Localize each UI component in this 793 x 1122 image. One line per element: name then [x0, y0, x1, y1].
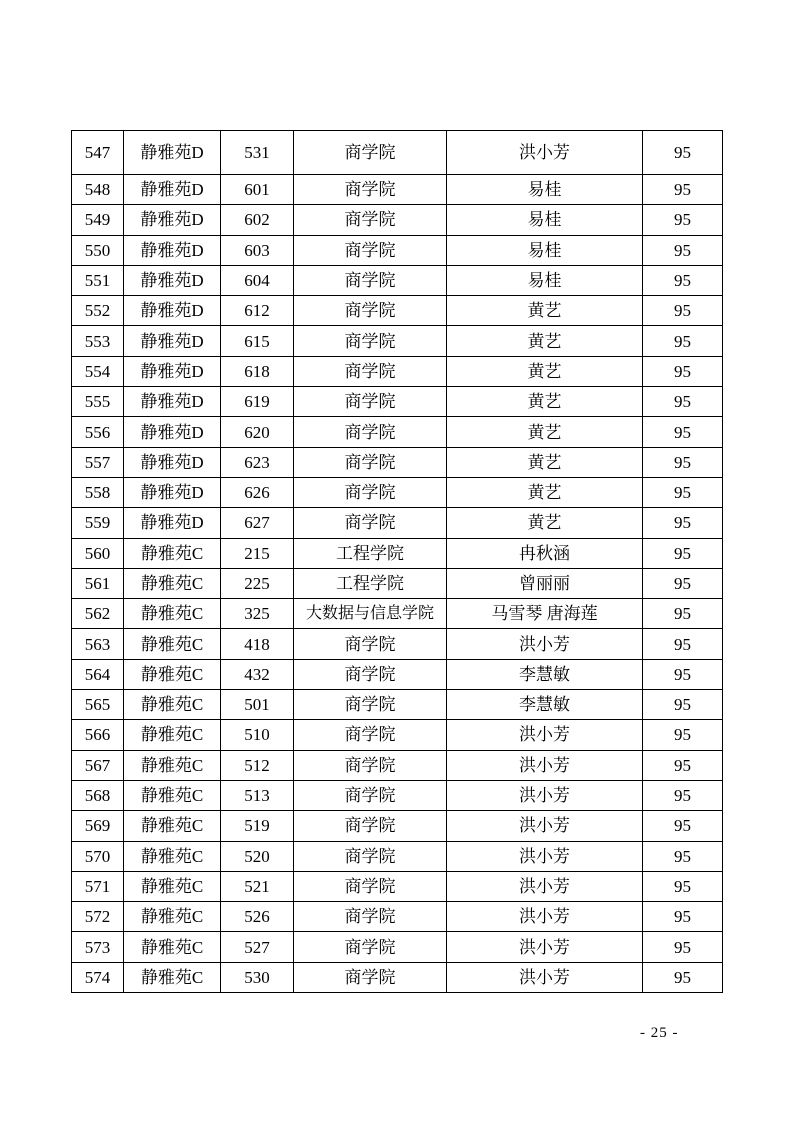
building-cell: 静雅苑D	[124, 205, 221, 235]
building-cell: 静雅苑D	[124, 131, 221, 175]
building-cell: 静雅苑C	[124, 720, 221, 750]
counselor-cell: 易桂	[447, 265, 643, 295]
room-cell: 418	[221, 629, 294, 659]
counselor-cell: 黄艺	[447, 417, 643, 447]
building-cell: 静雅苑D	[124, 356, 221, 386]
building-cell: 静雅苑D	[124, 296, 221, 326]
college-cell: 商学院	[294, 659, 447, 689]
table-row	[72, 356, 723, 386]
score-cell: 95	[643, 811, 723, 841]
table-row	[72, 962, 723, 992]
counselor-cell: 洪小芳	[447, 811, 643, 841]
building-cell: 静雅苑D	[124, 235, 221, 265]
score-cell: 95	[643, 659, 723, 689]
counselor-cell: 冉秋涵	[447, 538, 643, 568]
college-cell: 商学院	[294, 417, 447, 447]
college-cell: 工程学院	[294, 538, 447, 568]
room-cell: 526	[221, 902, 294, 932]
counselor-cell: 黄艺	[447, 447, 643, 477]
room-cell: 225	[221, 568, 294, 598]
building-cell: 静雅苑C	[124, 932, 221, 962]
room-cell: 618	[221, 356, 294, 386]
table-row	[72, 841, 723, 871]
room-cell: 612	[221, 296, 294, 326]
counselor-cell: 李慧敏	[447, 690, 643, 720]
building-cell: 静雅苑C	[124, 780, 221, 810]
room-cell: 432	[221, 659, 294, 689]
college-cell: 商学院	[294, 265, 447, 295]
table-row	[72, 599, 723, 629]
building-cell: 静雅苑C	[124, 841, 221, 871]
row-number-cell: 547	[72, 131, 124, 175]
room-cell: 325	[221, 599, 294, 629]
row-number-cell: 565	[72, 690, 124, 720]
score-cell: 95	[643, 265, 723, 295]
college-cell: 商学院	[294, 629, 447, 659]
room-cell: 627	[221, 508, 294, 538]
score-cell: 95	[643, 902, 723, 932]
college-cell: 商学院	[294, 387, 447, 417]
counselor-cell: 黄艺	[447, 387, 643, 417]
building-cell: 静雅苑D	[124, 265, 221, 295]
table-row	[72, 780, 723, 810]
college-cell: 商学院	[294, 205, 447, 235]
building-cell: 静雅苑C	[124, 599, 221, 629]
score-cell: 95	[643, 205, 723, 235]
row-number-cell: 564	[72, 659, 124, 689]
table-row	[72, 447, 723, 477]
counselor-cell: 洪小芳	[447, 131, 643, 175]
college-cell: 工程学院	[294, 568, 447, 598]
college-cell: 商学院	[294, 750, 447, 780]
building-cell: 静雅苑D	[124, 326, 221, 356]
score-cell: 95	[643, 296, 723, 326]
college-cell: 商学院	[294, 326, 447, 356]
room-cell: 615	[221, 326, 294, 356]
building-cell: 静雅苑C	[124, 568, 221, 598]
room-cell: 601	[221, 175, 294, 205]
counselor-cell: 马雪琴 唐海莲	[447, 599, 643, 629]
building-cell: 静雅苑D	[124, 417, 221, 447]
table-row	[72, 568, 723, 598]
row-number-cell: 559	[72, 508, 124, 538]
counselor-cell: 洪小芳	[447, 629, 643, 659]
building-cell: 静雅苑C	[124, 811, 221, 841]
score-cell: 95	[643, 356, 723, 386]
college-cell: 商学院	[294, 235, 447, 265]
table-row	[72, 205, 723, 235]
score-cell: 95	[643, 326, 723, 356]
counselor-cell: 黄艺	[447, 508, 643, 538]
score-cell: 95	[643, 750, 723, 780]
table-row	[72, 629, 723, 659]
score-cell: 95	[643, 599, 723, 629]
row-number-cell: 554	[72, 356, 124, 386]
building-cell: 静雅苑D	[124, 447, 221, 477]
college-cell: 商学院	[294, 780, 447, 810]
row-number-cell: 562	[72, 599, 124, 629]
score-cell: 95	[643, 690, 723, 720]
table-row	[72, 659, 723, 689]
table-row	[72, 902, 723, 932]
row-number-cell: 555	[72, 387, 124, 417]
table-row	[72, 932, 723, 962]
table-row	[72, 417, 723, 447]
college-cell: 商学院	[294, 690, 447, 720]
score-cell: 95	[643, 477, 723, 507]
score-cell: 95	[643, 780, 723, 810]
room-cell: 520	[221, 841, 294, 871]
college-cell: 商学院	[294, 447, 447, 477]
counselor-cell: 洪小芳	[447, 902, 643, 932]
room-cell: 623	[221, 447, 294, 477]
score-cell: 95	[643, 841, 723, 871]
row-number-cell: 551	[72, 265, 124, 295]
score-cell: 95	[643, 508, 723, 538]
counselor-cell: 曾丽丽	[447, 568, 643, 598]
counselor-cell: 黄艺	[447, 326, 643, 356]
college-cell: 商学院	[294, 356, 447, 386]
table-row	[72, 871, 723, 901]
score-cell: 95	[643, 131, 723, 175]
row-number-cell: 572	[72, 902, 124, 932]
table-row	[72, 131, 723, 175]
row-number-cell: 560	[72, 538, 124, 568]
room-cell: 602	[221, 205, 294, 235]
table-row	[72, 811, 723, 841]
building-cell: 静雅苑D	[124, 175, 221, 205]
building-cell: 静雅苑C	[124, 750, 221, 780]
row-number-cell: 553	[72, 326, 124, 356]
row-number-cell: 548	[72, 175, 124, 205]
building-cell: 静雅苑D	[124, 387, 221, 417]
score-cell: 95	[643, 387, 723, 417]
counselor-cell: 洪小芳	[447, 841, 643, 871]
college-cell: 商学院	[294, 932, 447, 962]
college-cell: 商学院	[294, 720, 447, 750]
table-row	[72, 538, 723, 568]
table-row	[72, 387, 723, 417]
college-cell: 商学院	[294, 296, 447, 326]
table-body	[72, 131, 723, 993]
college-cell: 商学院	[294, 811, 447, 841]
table-row	[72, 235, 723, 265]
building-cell: 静雅苑D	[124, 477, 221, 507]
room-cell: 531	[221, 131, 294, 175]
counselor-cell: 易桂	[447, 235, 643, 265]
score-cell: 95	[643, 720, 723, 750]
counselor-cell: 李慧敏	[447, 659, 643, 689]
row-number-cell: 568	[72, 780, 124, 810]
table-row	[72, 720, 723, 750]
row-number-cell: 573	[72, 932, 124, 962]
college-cell: 商学院	[294, 508, 447, 538]
score-cell: 95	[643, 962, 723, 992]
score-cell: 95	[643, 871, 723, 901]
college-cell: 商学院	[294, 175, 447, 205]
table-row	[72, 750, 723, 780]
table-row	[72, 175, 723, 205]
table-row	[72, 690, 723, 720]
counselor-cell: 黄艺	[447, 477, 643, 507]
score-cell: 95	[643, 175, 723, 205]
building-cell: 静雅苑C	[124, 538, 221, 568]
counselor-cell: 洪小芳	[447, 750, 643, 780]
room-cell: 512	[221, 750, 294, 780]
row-number-cell: 557	[72, 447, 124, 477]
row-number-cell: 571	[72, 871, 124, 901]
building-cell: 静雅苑C	[124, 871, 221, 901]
college-cell: 商学院	[294, 477, 447, 507]
score-cell: 95	[643, 932, 723, 962]
row-number-cell: 561	[72, 568, 124, 598]
table-row	[72, 265, 723, 295]
college-cell: 商学院	[294, 841, 447, 871]
row-number-cell: 552	[72, 296, 124, 326]
college-cell: 商学院	[294, 871, 447, 901]
score-cell: 95	[643, 447, 723, 477]
row-number-cell: 566	[72, 720, 124, 750]
row-number-cell: 550	[72, 235, 124, 265]
table-row	[72, 477, 723, 507]
counselor-cell: 黄艺	[447, 296, 643, 326]
room-cell: 619	[221, 387, 294, 417]
row-number-cell: 549	[72, 205, 124, 235]
room-cell: 626	[221, 477, 294, 507]
college-cell: 大数据与信息学院	[294, 599, 447, 629]
counselor-cell: 易桂	[447, 175, 643, 205]
room-cell: 501	[221, 690, 294, 720]
dormitory-score-table	[71, 130, 723, 993]
counselor-cell: 黄艺	[447, 356, 643, 386]
score-cell: 95	[643, 417, 723, 447]
building-cell: 静雅苑C	[124, 659, 221, 689]
building-cell: 静雅苑D	[124, 508, 221, 538]
room-cell: 521	[221, 871, 294, 901]
page-number: - 25 -	[640, 1025, 679, 1041]
row-number-cell: 569	[72, 811, 124, 841]
counselor-cell: 洪小芳	[447, 932, 643, 962]
counselor-cell: 易桂	[447, 205, 643, 235]
row-number-cell: 556	[72, 417, 124, 447]
room-cell: 604	[221, 265, 294, 295]
row-number-cell: 558	[72, 477, 124, 507]
table-row	[72, 326, 723, 356]
row-number-cell: 567	[72, 750, 124, 780]
score-cell: 95	[643, 629, 723, 659]
score-cell: 95	[643, 538, 723, 568]
table-row	[72, 296, 723, 326]
room-cell: 510	[221, 720, 294, 750]
building-cell: 静雅苑C	[124, 629, 221, 659]
college-cell: 商学院	[294, 902, 447, 932]
counselor-cell: 洪小芳	[447, 720, 643, 750]
building-cell: 静雅苑C	[124, 690, 221, 720]
counselor-cell: 洪小芳	[447, 962, 643, 992]
building-cell: 静雅苑C	[124, 902, 221, 932]
counselor-cell: 洪小芳	[447, 780, 643, 810]
college-cell: 商学院	[294, 962, 447, 992]
counselor-cell: 洪小芳	[447, 871, 643, 901]
table-row	[72, 508, 723, 538]
building-cell: 静雅苑C	[124, 962, 221, 992]
room-cell: 215	[221, 538, 294, 568]
row-number-cell: 570	[72, 841, 124, 871]
room-cell: 603	[221, 235, 294, 265]
college-cell: 商学院	[294, 131, 447, 175]
room-cell: 513	[221, 780, 294, 810]
row-number-cell: 563	[72, 629, 124, 659]
row-number-cell: 574	[72, 962, 124, 992]
room-cell: 620	[221, 417, 294, 447]
score-cell: 95	[643, 568, 723, 598]
score-cell: 95	[643, 235, 723, 265]
room-cell: 530	[221, 962, 294, 992]
room-cell: 519	[221, 811, 294, 841]
room-cell: 527	[221, 932, 294, 962]
